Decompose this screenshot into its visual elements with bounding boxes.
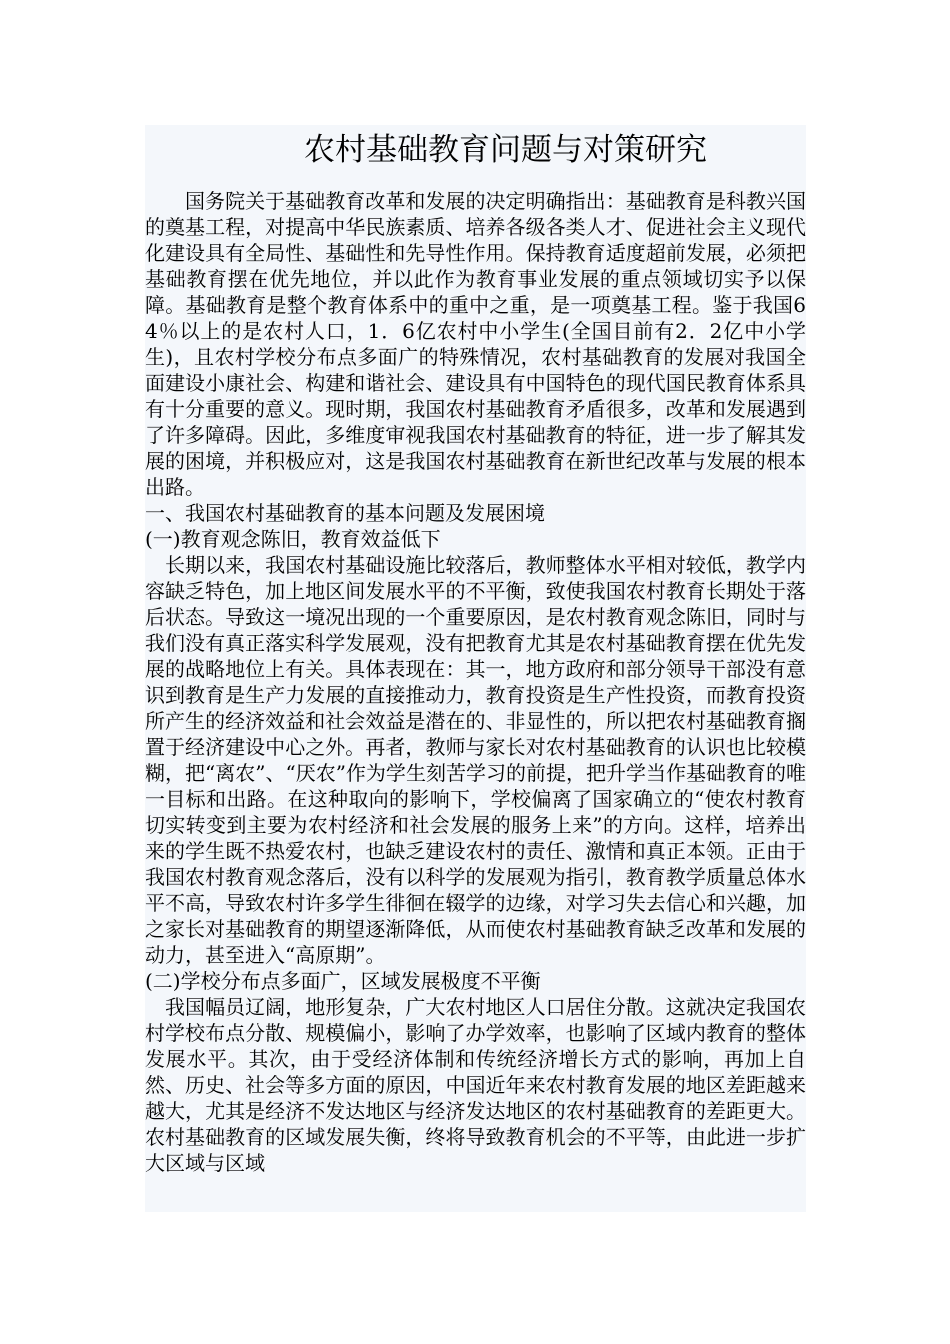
- subsection-heading-2: (二)学校分布点多面广，区域发展极度不平衡: [145, 969, 541, 993]
- intro-paragraph: 国务院关于基础教育改革和发展的决定明确指出：基础教育是科教兴国的奠基工程，对提高中华民族素质、培养各级各类人才、促进社会主义现代化建设具有全局性、基础性和先导性作用。保持教育适度超前发展，必须把基础教育摆在优先地位，并以此作为教育事业发展的重点领域切实予以保障。基础教育是整个教育体系中的重中之重，是一项奠基工程。鉴于我国64％以上的是农村人口，1．6亿农村中小学生(全国目前有2．2亿中小学生)，且农村学校分布点多面广的特殊情况，农村基础教育的发展对我国全面建设小康社会、构建和谐社会、建设具有中国特色的现代国民教育体系具有十分重要的意义。现时期，我国农村基础教育矛盾很多，改革和发展遇到了许多障碍。因此，多维度审视我国农村基础教育的特征，进一步了解其发展的困境，并积极应对，这是我国农村基础教育在新世纪改革与发展的根本出路。: [145, 189, 806, 499]
- body-paragraph-1: 长期以来，我国农村基础设施比较落后，教师整体水平相对较低，教学内容缺乏特色，加上地区间发展水平的不平衡，致使我国农村教育长期处于落后状态。导致这一境况出现的一个重要原因，是农村教育观念陈旧，同时与我们没有真正落实科学发展观，没有把教育尤其是农村基础教育摆在优先发展的战略地位上有关。具体表现在：其一，地方政府和部分领导干部没有意识到教育是生产力发展的直接推动力，教育投资是生产性投资，而教育投资所产生的经济效益和社会效益是潜在的、非显性的，所以把农村基础教育搁置于经济建设中心之外。再者，教师与家长对农村基础教育的认识也比较模糊，把“离农”、“厌农”作为学生刻苦学习的前提，把升学当作基础教育的唯一目标和出路。在这种取向的影响下，学校偏离了国家确立的“使农村教育切实转变到主要为农村经济和社会发展的服务上来”的方向。这样，培养出来的学生既不热爱农村，也缺乏建设农村的责任、激情和真正本领。正由于我国农村教育观念落后，没有以科学的发展观为指引，教育教学质量总体水平不高，导致农村许多学生徘徊在辍学的边缘，对学习失去信心和兴趣，加之家长对基础教育的期望逐渐降低，从而使农村基础教育缺乏改革和发展的动力，甚至进入“高原期”。: [145, 553, 806, 967]
- section-heading-1: 一、我国农村基础教育的基本问题及发展困境: [145, 501, 545, 525]
- document-body: [145, 188, 806, 1176]
- body-paragraph-2: 我国幅员辽阔，地形复杂，广大农村地区人口居住分散。这就决定我国农村学校布点分散、规模偏小，影响了办学效率，也影响了区域内教育的整体发展水平。其次，由于受经济体制和传统经济增长方式的影响，再加上自然、历史、社会等多方面的原因，中国近年来农村教育发展的地区差距越来越大，尤其是经济不发达地区与经济发达地区的农村基础教育的差距更大。农村基础教育的区域发展失衡，终将导致教育机会的不平等，由此进一步扩大区域与区域: [145, 995, 806, 1175]
- document-title: 农村基础教育问题与对策研究: [304, 132, 707, 168]
- subsection-heading-1: (一)教育观念陈旧，教育效益低下: [145, 527, 441, 551]
